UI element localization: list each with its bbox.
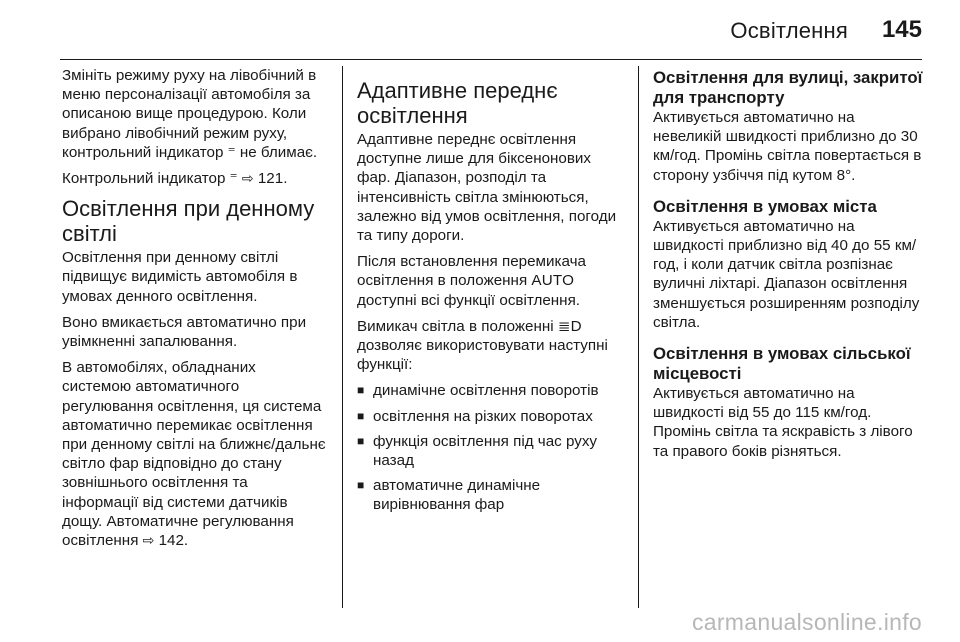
list-item: ■ динамічне освітлення поворотів (357, 382, 599, 400)
subheading-city: Освітлення в умовах міста (653, 196, 877, 216)
list-item: ■ освітлення на різких поворотах (357, 407, 593, 425)
section-heading-daytime-lights: Освітлення при денному світлі (62, 196, 315, 247)
list-item: ■ функція освітлення під час руху назад (357, 432, 598, 470)
paragraph-country: Активується автоматично на швидкості від 55 до 115 км/год. Промінь світла та яскравість з лівого та правого боків різняться. (653, 385, 913, 460)
headlight-indicator-icon: ⁼ (227, 143, 236, 161)
column-divider-2 (638, 66, 639, 608)
page-ref-arrow-icon: ⇨ (142, 532, 155, 549)
bullet-icon: ■ (357, 478, 365, 493)
page-header (0, 0, 960, 60)
page-number: 145 (881, 16, 922, 43)
adaptive-functions-list (357, 381, 621, 514)
paragraph-daytime-1: Освітлення при денному світлі підвищує видимість автомобіля в умовах денного освітлення. (62, 249, 298, 305)
bullet-icon: ■ (357, 433, 365, 448)
bullet-icon: ■ (357, 408, 365, 423)
subheading-closed-street: Освітлення для вулиці, закритої для транспорту (653, 68, 923, 107)
column-2 (357, 66, 621, 606)
bullet-icon: ■ (357, 383, 365, 398)
column-divider-1 (342, 66, 343, 608)
list-item: ■ автоматичне динамічне вирівнювання фар (357, 477, 541, 514)
paragraph-adaptive-2: Після встановлення перемикача освітлення в положення AUTO доступні всі функції освітлення. (357, 253, 586, 309)
paragraph-left-hand-mode: Змініть режиму руху на лівобічний в меню персоналізації автомобіля за описаною вище процедурою. Коли вибрано лівобічний режим руху, контрольний індикатор ⁼ не блимає. (62, 67, 318, 161)
subheading-country: Освітлення в умовах сільської місцевості (653, 344, 911, 384)
section-heading-adaptive-lighting: Адаптивне переднє освітлення (357, 78, 558, 128)
paragraph-city: Активується автоматично на швидкості приблизно від 40 до 55 км/год, і коли датчик світла розпізнає вуличні ліхтарі. Діапазон освітлення зменшується розширенням розподілу світла. (653, 217, 920, 331)
page-title: Освітлення (730, 18, 848, 43)
headlight-indicator-icon: ⁼ (229, 170, 238, 188)
paragraph-adaptive-3: Вимикач світла в положенні ≣D дозволяє використовувати наступні функції: (357, 317, 608, 374)
auto-beam-icon: ≣D (557, 317, 582, 335)
watermark: carmanualsonline.info (691, 609, 922, 635)
paragraph-adaptive-1: Адаптивне переднє освітлення доступне лише для біксенонових фар. Діапазон, розподіл та інтенсивність світла змінюються, залежно від умов освітлення, погоди та типу дороги. (357, 131, 617, 245)
paragraph-closed-street: Активується автоматично на невеликій швидкості приблизно до 30 км/год. Промінь світла повертається в сторону узбіччя під кутом 8°. (653, 109, 922, 184)
column-1 (62, 66, 328, 606)
paragraph-daytime-3: В автомобілях, обладнаних системою автоматичного регулювання освітлення, ця система автоматично перемикає освітлення при денному світлі на ближнє/дальнє світло фар відповідно до стану зовнішнього освітлення та інформації від системи датчиків дощу. Автоматичне регулювання освітлення ⇨ 142. (62, 359, 326, 550)
column-3 (653, 66, 925, 606)
auto-label: AUTO (531, 272, 575, 290)
paragraph-daytime-2: Воно вмикається автоматично при увімкненні запалювання. (62, 313, 307, 351)
header-divider (60, 59, 922, 60)
paragraph-indicator-ref: Контрольний індикатор ⁼ ⇨ 121. (62, 170, 288, 188)
page-ref-arrow-icon: ⇨ (241, 170, 254, 187)
